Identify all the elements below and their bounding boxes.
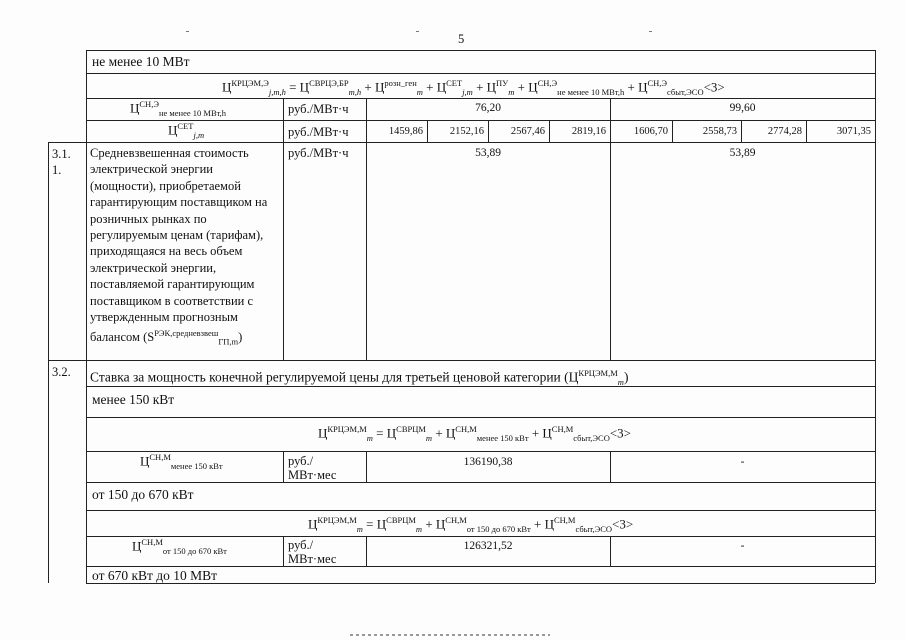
- scan-bottom-artifact: [350, 634, 550, 636]
- cn-e-unit: руб./МВт·ч: [288, 102, 349, 116]
- formula-krcem-e: $Ц^{КРЦЭМ,Э}_{j,m,h} = Ц^{СВРЦЭ,БР}_{m,h} + Ц^{розн\_ген}_m + Ц^{СЕТ}_{j,m} + Ц^{ПУ}_m + Ц^{СН,Э}_{не менее 10 МВт,h} + Ц^{СН,Э}_{сбыт,ЭСО}<3>$: [222, 78, 725, 97]
- row-3-1-1-unit: руб./МВт·ч: [288, 146, 349, 160]
- row-3-1-1-value-right: 53,89: [729, 147, 756, 159]
- set-value-7: 2774,28: [767, 126, 802, 137]
- section-label-less-150kw: менее 150 кВт: [92, 392, 175, 407]
- cn-m-150-670-label: $Ц^{СН,М}_{от 150 до 670 кВт}$: [132, 537, 227, 556]
- row-3-2-description: Ставка за мощность конечной регулируемой цены для третьей ценовой категории $(Ц^{КРЦЭМ,М}_m)$: [90, 368, 629, 388]
- row-3-1-1-value-left: 53,89: [475, 147, 501, 159]
- set-value-2: 2152,16: [449, 126, 484, 137]
- cn-m-less-150-label: $Ц^{СН,М}_{менее 150 кВт}$: [140, 452, 223, 471]
- set-value-5: 1606,70: [633, 126, 668, 137]
- cn-m-150-670-unit-line2: МВт·мес: [288, 552, 337, 566]
- page-number: 5: [458, 32, 465, 46]
- scan-speck: [186, 31, 189, 32]
- formula-krcem-m-less-150: $Ц^{КРЦЭМ,М}_m = Ц^{СВРЦМ}_m + Ц^{СН,М}_{менее 150 кВт} + Ц^{СН,М}_{сбыт,ЭСО}<3>$: [318, 424, 632, 443]
- set-label: $Ц^{СЕТ}_{j,m}$: [168, 121, 205, 140]
- cn-m-less-150-unit-line1: руб./: [288, 454, 314, 468]
- set-value-8: 3071,35: [836, 126, 871, 137]
- set-value-3: 2567,46: [510, 126, 545, 137]
- scan-speck: [416, 31, 419, 32]
- cn-m-less-150-unit-line2: МВт·мес: [288, 468, 337, 482]
- set-value-4: 2819,16: [571, 126, 606, 137]
- cn-m-150-670-value-left: 126321,52: [463, 540, 513, 552]
- row-number-3-2: 3.2.: [52, 365, 71, 379]
- cn-m-150-670-unit-line1: руб./: [288, 538, 314, 552]
- set-value-6: 2558,73: [702, 126, 737, 137]
- cn-e-value-left: 76,20: [475, 102, 501, 114]
- cn-m-less-150-value-right: -: [740, 456, 745, 468]
- cn-m-150-670-value-right: -: [740, 540, 745, 552]
- cn-m-less-150-value-left: 136190,38: [463, 456, 513, 468]
- section-label-150-670kw: от 150 до 670 кВт: [92, 487, 194, 502]
- cn-e-value-right: 99,60: [729, 102, 756, 114]
- section-label-670kw-10mw: от 670 кВт до 10 МВт: [92, 568, 218, 583]
- row-number-3-1-1: 3.1. 1.: [52, 147, 71, 177]
- set-value-1: 1459,86: [388, 126, 423, 137]
- set-unit: руб./МВт·ч: [288, 125, 349, 139]
- row-3-1-1-description: Средневзвешенная стоимость электрической энергии (мощности), приобретаемой гарантирующим поставщиком на розничных рынках по регулируемым ценам (тарифам), приходящаяся на весь объем электрической энергии, поставляемой гарантирующим поставщиком в соответствии с утвержденным прогнозным балансом $(S^{РЭК,средневзвеш}_{ГП,m})$: [90, 146, 268, 348]
- section-label-not-less-10mw: не менее 10 МВт: [92, 54, 190, 69]
- cn-e-label: $Ц^{СН,Э}_{не менее 10 МВт,h}$: [130, 99, 227, 118]
- scan-speck: [649, 31, 652, 32]
- formula-krcem-m-150-670: $Ц^{КРЦЭМ,М}_m = Ц^{СВРЦМ}_m + Ц^{СН,М}_{от 150 до 670 кВт} + Ц^{СН,М}_{сбыт,ЭСО}<3>$: [308, 515, 634, 534]
